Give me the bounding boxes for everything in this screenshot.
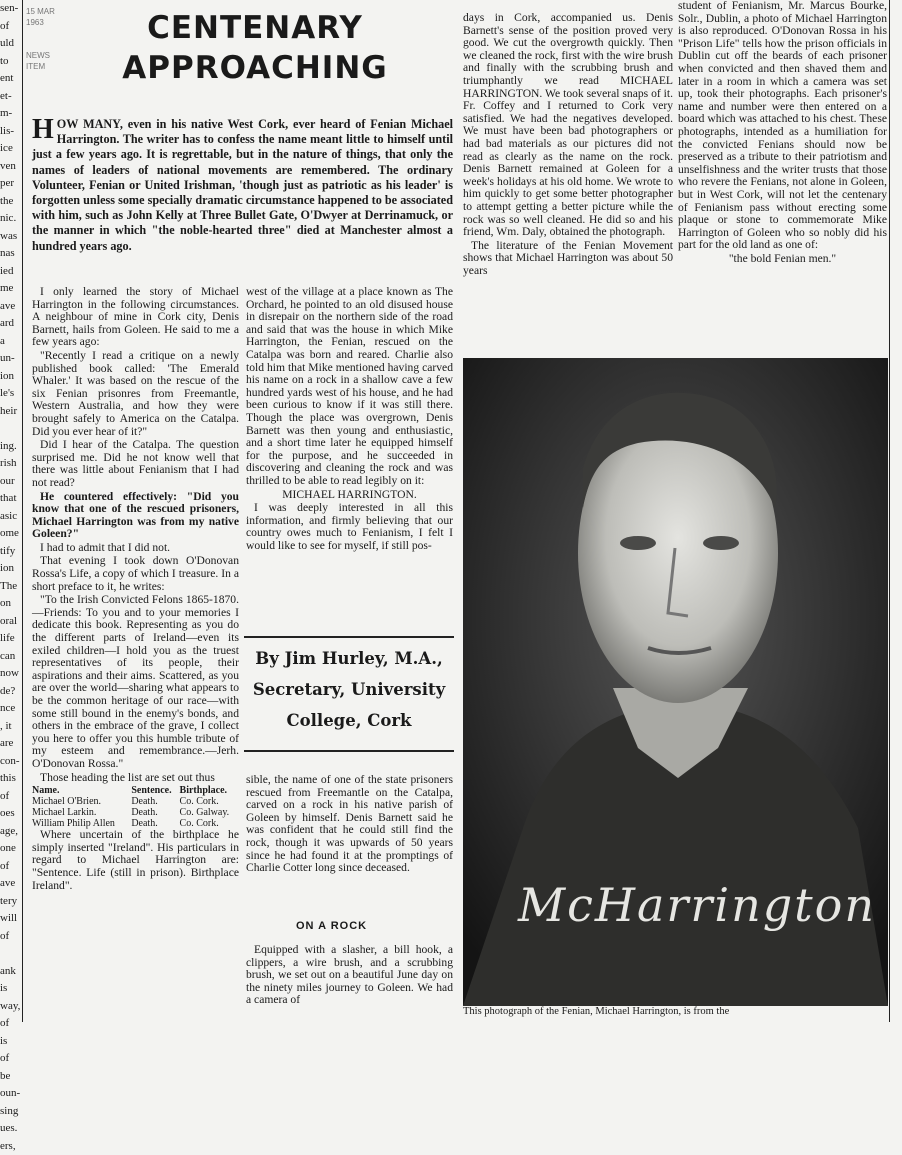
edge-fragment: tery (0, 893, 20, 911)
photo-caption: This photograph of the Fenian, Michael Harrington, is from the (463, 1006, 888, 1018)
edge-fragment: ion (0, 368, 20, 386)
edge-fragment: will (0, 910, 20, 928)
edge-fragment: is (0, 980, 20, 998)
edge-fragment: oes (0, 805, 20, 823)
table-cell: William Philip Allen (32, 818, 131, 829)
col2-paragraph-1: west of the village at a place known as The Orchard, he pointed to an old disused house in disrepair on the northern side of the road and said that was the house in which Mike Harrington, the Fenian, rescued on the Catalpa was born and reared. Charlie also told him that Mike mentioned having carved his name on a rock in a shallow cave a few hundred yards west of his house, and he had been curious to know if it was still there. Though the place was overgrown, Denis Barnett was then young and enthusiastic, and a short time later he equipped himself for the purpose, and he succeeded in discovering and cleaning the rock and was thrilled to be able to read legibly on it: (246, 286, 453, 488)
edge-fragment: sen- (0, 0, 20, 18)
stamp-line: NEWS (26, 50, 72, 61)
edge-fragment: one (0, 840, 20, 858)
table-cell: Death. (131, 818, 179, 829)
table-header-birthplace: Birthplace. (180, 785, 239, 796)
edge-fragment: ing. (0, 438, 20, 456)
edge-fragment: ent (0, 70, 20, 88)
edge-fragment: m- (0, 105, 20, 123)
edge-fragment: is (0, 1033, 20, 1051)
byline-bottom-rule (244, 750, 454, 752)
edge-fragment: of (0, 1015, 20, 1033)
edge-fragment: un- (0, 350, 20, 368)
edge-fragment: nce (0, 700, 20, 718)
column-4 (678, 0, 887, 266)
edge-fragment: de? (0, 683, 20, 701)
edge-fragment: now (0, 665, 20, 683)
edge-fragment: , it (0, 718, 20, 736)
edge-fragment: ave (0, 298, 20, 316)
edge-fragment: nas (0, 245, 20, 263)
edge-fragment: uld (0, 35, 20, 53)
col1-paragraph-5: I had to admit that I did not. (32, 542, 239, 555)
table-cell: Death. (131, 807, 179, 818)
edge-fragment: lis- (0, 123, 20, 141)
stamp-line: 15 MAR (26, 6, 72, 17)
edge-fragment: are (0, 735, 20, 753)
col3-paragraph-1: days in Cork, accompanied us. Denis Barnett's sense of the position proved very good. We cut the overgrowth quickly. Then we cleaned the rock, first with the wire brush and finally with the scrubbing brush and triumphantly we read MICHAEL HARRINGTON. We took several snaps of it. Fr. Coffey and I returned to Cork very satisfied. We had the negatives developed. We must have been bad photographers or had bad materials as our pictures did not read as clearly as the name on the rock. Denis Barnett remained at Goleen for a week's holidays at his old home. We wrote to him quickly to get some better photographer to attempt getting a better picture while the rock was so well cleaned. He did so and his friend, Wm. Daly, obtained the photograph. (463, 12, 673, 239)
column-2-end (246, 944, 453, 1008)
edge-fragment: ice (0, 140, 20, 158)
table-header-sentence: Sentence. (131, 785, 179, 796)
edge-fragment: ers, (0, 1138, 20, 1155)
edge-fragment: our (0, 473, 20, 491)
prisoner-list-table (32, 785, 239, 829)
byline-title: Secretary, University (244, 674, 454, 705)
edge-fragment (0, 420, 20, 438)
col1-paragraph-8: Those heading the list are set out thus (32, 772, 239, 785)
byline-author: By Jim Hurley, M.A., (244, 643, 454, 674)
edge-fragment: life (0, 630, 20, 648)
drop-cap: H (32, 118, 54, 142)
table-cell: Co. Cork. (180, 818, 239, 829)
edge-fragment: ven (0, 158, 20, 176)
archive-stamp (26, 6, 72, 102)
stamp-line (26, 39, 72, 50)
col2-paragraph-4: Equipped with a slasher, a bill hook, a clippers, a wire brush, and a scrubbing brush, we set out on a beautiful June day on the ninety miles journey to Goleen. We had a camera of (246, 944, 453, 1007)
photo-signature: McHarrington (518, 878, 876, 932)
subheading-on-a-rock: ON A ROCK (296, 920, 367, 932)
stamp-line (26, 28, 72, 39)
edge-fragment: con- (0, 753, 20, 771)
edge-fragment: rish (0, 455, 20, 473)
col4-paragraph-1: student of Fenianism, Mr. Marcus Bourke, Solr., Dublin, a photo of Michael Harrington is also reproduced. O'Donovan Rossa in his "Prison Life" tells how the prison officials in Dublin cut off the beards of each prisoner when convicted and then shaved them and later in a room in which a camera was set up, took their photographs. Each prisoner's name and number were then entered on a board which was attached to his chest. These photographs, intended as a humiliation for the convicted Fenians should now be preserved as a tribute to their patriotism and unselfishness and the writer trusts that those who revere the Fenians, not alone in Goleen, but in West Cork, will not let the centenary of Fenianism pass without erecting some plaque or stone to commemorate Mike Harrington of Goleen who so nobly did his part for the old land as one of: (678, 0, 887, 252)
edge-fragment: of (0, 1050, 20, 1068)
table-header-row (32, 785, 239, 796)
edge-fragment: ues. (0, 1120, 20, 1138)
edge-fragment: ion (0, 560, 20, 578)
edge-fragment: of (0, 788, 20, 806)
col3-paragraph-2: The literature of the Fenian Movement shows that Michael Harrington was about 50 years (463, 240, 673, 278)
headline (70, 8, 440, 88)
edge-fragment: ard (0, 315, 20, 333)
edge-fragment: ome (0, 525, 20, 543)
edge-fragment: sing (0, 1103, 20, 1121)
edge-fragment: ave (0, 875, 20, 893)
col2-paragraph-3: sible, the name of one of the state prisoners rescued from Freemantle on the Catalpa, carved on a rock in his native parish of Goleen by himself. Denis Barnett said he was confident that he could still find the rock, though it was upwards of 50 years since he had found it at the promptings of Charlie Cotter long since deceased. (246, 774, 453, 875)
stamp-line: 1963 (26, 17, 72, 28)
table-cell: Co. Galway. (180, 807, 239, 818)
byline-institution: College, Cork (244, 705, 454, 736)
intro-paragraph (32, 117, 453, 254)
edge-fragment: asic (0, 508, 20, 526)
stamp-line (26, 72, 72, 83)
edge-fragment: ied (0, 263, 20, 281)
edge-fragment: a (0, 333, 20, 351)
table-row (32, 807, 239, 818)
edge-fragment: of (0, 858, 20, 876)
table-header-name: Name. (32, 785, 131, 796)
edge-fragment: the (0, 193, 20, 211)
edge-fragment: et- (0, 88, 20, 106)
edge-fragment (0, 945, 20, 963)
col1-paragraph-9: Where uncertain of the birthplace he simply inserted "Ireland". His particulars in regard to Michael Harrington are: "Sentence. Life (still in prison). Birthplace Ireland". (32, 829, 239, 892)
edge-fragment: that (0, 490, 20, 508)
col4-quote: "the bold Fenian men." (678, 253, 887, 266)
col1-paragraph-7: "To the Irish Convicted Felons 1865-1870.—Friends: To you and to your memories I dedicate this book. Representing as you do the different parts of Ireland—even its exiled children—I hold you as the truest representatives of its people, their aspirations and their aims. Scattered, as you are over the world—sharing what appears to be the common heritage of our race—with some still bound in the enemy's bonds, and others in the embrace of the grave, I collect you here to offer you this humble tribute of my esteem and remembrance.—Jerh. O'Donovan Rossa." (32, 594, 239, 770)
portrait-photo (463, 358, 888, 1006)
edge-fragment: of (0, 928, 20, 946)
column-1 (32, 286, 239, 893)
edge-fragment: way, (0, 998, 20, 1016)
edge-fragment: be (0, 1068, 20, 1086)
col1-paragraph-4: He countered effectively: "Did you know that one of the rescued prisoners, Michael Harrington was from my native Goleen?" (32, 491, 239, 541)
left-column-rule (22, 0, 23, 1022)
edge-fragment: per (0, 175, 20, 193)
table-cell: Co. Cork. (180, 796, 239, 807)
table-cell: Death. (131, 796, 179, 807)
right-column-rule (889, 0, 890, 1022)
edge-fragment: tify (0, 543, 20, 561)
table-row (32, 796, 239, 807)
edge-fragment: The (0, 578, 20, 596)
edge-fragment: ank (0, 963, 20, 981)
headline-line-2: APPROACHING (70, 48, 440, 88)
byline-top-rule (244, 636, 454, 638)
col1-paragraph-6: That evening I took down O'Donovan Rossa's Life, a copy of which I treasure. In a short preface to it, he writes: (32, 555, 239, 593)
intro-text: OW MANY, even in his native West Cork, ever heard of Fenian Michael Harrington. The writer has to confess the name meant little to himself until just a few years ago. It is regrettable, but in the nature of things, that only the names of leaders of national movements are remembered. The ordinary Volunteer, Fenian or United Irishman, 'though just as patriotic as his leader' is forgotten unless some specially dramatic circumstance happened to be associated with him, such as John Kelly at Three Bullet Gate, O'Dwyer at Derrinamuck, or the manner in which "the noble-hearted three" died at Manchester almost a hundred years ago. (32, 117, 453, 253)
col2-paragraph-2: I was deeply interested in all this information, and firmly believing that our country owes much to Fenianism, I felt I would like to see for myself, if still pos- (246, 502, 453, 552)
table-cell: Michael O'Brien. (32, 796, 131, 807)
edge-fragment: this (0, 770, 20, 788)
stamp-line: ITEM (26, 61, 72, 72)
edge-fragment: le's (0, 385, 20, 403)
edge-fragment: was (0, 228, 20, 246)
headline-line-1: CENTENARY (70, 8, 440, 48)
edge-fragment: can (0, 648, 20, 666)
col1-paragraph-3: Did I hear of the Catalpa. The question surprised me. Did he not know well that there was little about Fenianism that I had not read? (32, 439, 239, 489)
rock-carving-text: MICHAEL HARRINGTON. (246, 489, 453, 502)
edge-fragment: on (0, 595, 20, 613)
col1-paragraph-2: "Recently I read a critique on a newly published book called: 'The Emerald Whaler.' It was based on the rescue of the six Fenian prisonres from Freemantle, Western Australia, and how they were brought safely to America on the Catalpa. Did you ever hear of it?" (32, 350, 239, 438)
edge-fragment: oun- (0, 1085, 20, 1103)
edge-fragment: to (0, 53, 20, 71)
edge-fragment: age, (0, 823, 20, 841)
edge-fragment: oral (0, 613, 20, 631)
column-2-top (246, 286, 453, 553)
edge-fragment: heir (0, 403, 20, 421)
edge-fragment: me (0, 280, 20, 298)
edge-fragment: of (0, 18, 20, 36)
column-3 (463, 12, 673, 278)
table-cell: Michael Larkin. (32, 807, 131, 818)
col1-paragraph-1: I only learned the story of Michael Harrington in the following circumstances. A neighbour of mine in Cork city, Denis Barnett, hails from Goleen. He said to me a few years ago: (32, 286, 239, 349)
byline (244, 643, 454, 736)
edge-fragment: nic. (0, 210, 20, 228)
left-edge-fragments (0, 0, 20, 1155)
column-2-bottom (246, 774, 453, 876)
